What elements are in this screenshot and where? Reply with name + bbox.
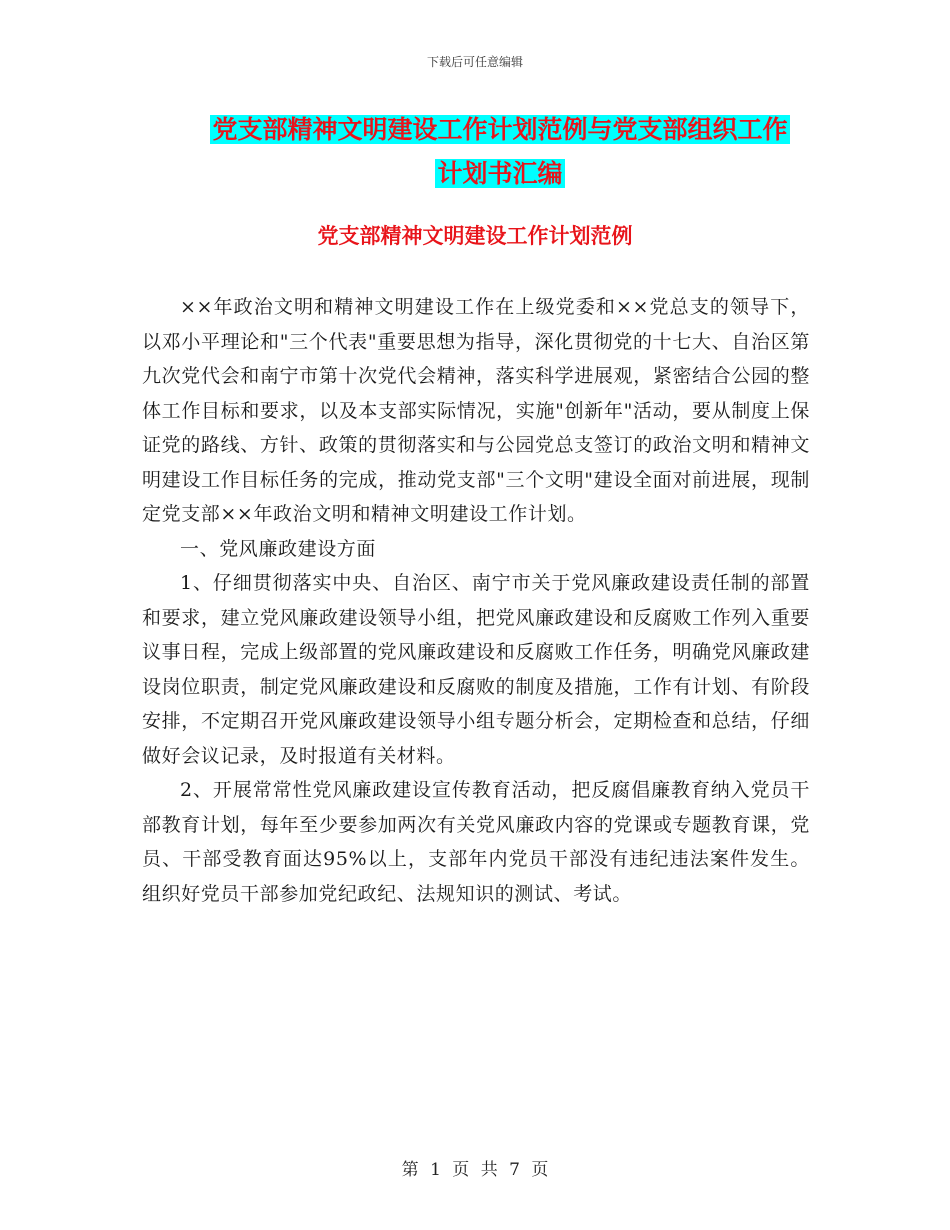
paragraph-heading-1: 一、党风廉政建设方面 [180,537,377,560]
document-title-line-1: 党支部精神文明建设工作计划范例与党支部组织工作 [212,115,788,144]
page-indicator: 第 1 页 共 7 页 [401,1160,549,1180]
header-note: 下载后可任意编辑 [426,55,523,69]
paragraph-intro: ××年政治文明和精神文明建设工作在上级党委和××党总支的领导下，以邓小平理论和"三个代表"重要思想为指导，深化贯彻党的十七大、自治区第九次党代会和南宁市第十次党代会精神，落实科学进展观，紧密结合公园的整体工作目标和要求，以及本支部实际情况，实施"创新年"活动，要从制度上保证党的路线、方针、政策的贯彻落实和与公园党总支签订的政治文明和精神文明建设工作目标任务的完成，推动党支部"三个文明"建设全面对前进展，现制定党支部××年政治文明和精神文明建设工作计划。 [142,296,810,525]
document-title [140,108,860,196]
paragraph-item-1: 1、仔细贯彻落实中央、自治区、南宁市关于党风廉政建设责任制的部置和要求，建立党风廉政建设领导小组，把党风廉政建设和反腐败工作列入重要议事日程，完成上级部置的党风廉政建设和反腐败工作任务，明确党风廉政建设岗位职责，制定党风廉政建设和反腐败的制度及措施，工作有计划、有阶段安排，不定期召开党风廉政建设领导小组专题分析会，定期检查和总结，仔细做好会议记录，及时报道有关材料。 [142,572,810,767]
document-body [142,290,810,911]
paragraph-item-2: 2、开展常常性党风廉政建设宣传教育活动，把反腐倡廉教育纳入党员干部教育计划，每年至少要参加两次有关党风廉政内容的党课或专题教育课，党员、干部受教育面达95%以上，支部年内党员干部没有违纪违法案件发生。组织好党员干部参加党纪政纪、法规知识的测试、考试。 [142,779,810,905]
section-title: 党支部精神文明建设工作计划范例 [317,224,633,248]
document-title-line-2: 计划书汇编 [437,159,563,188]
